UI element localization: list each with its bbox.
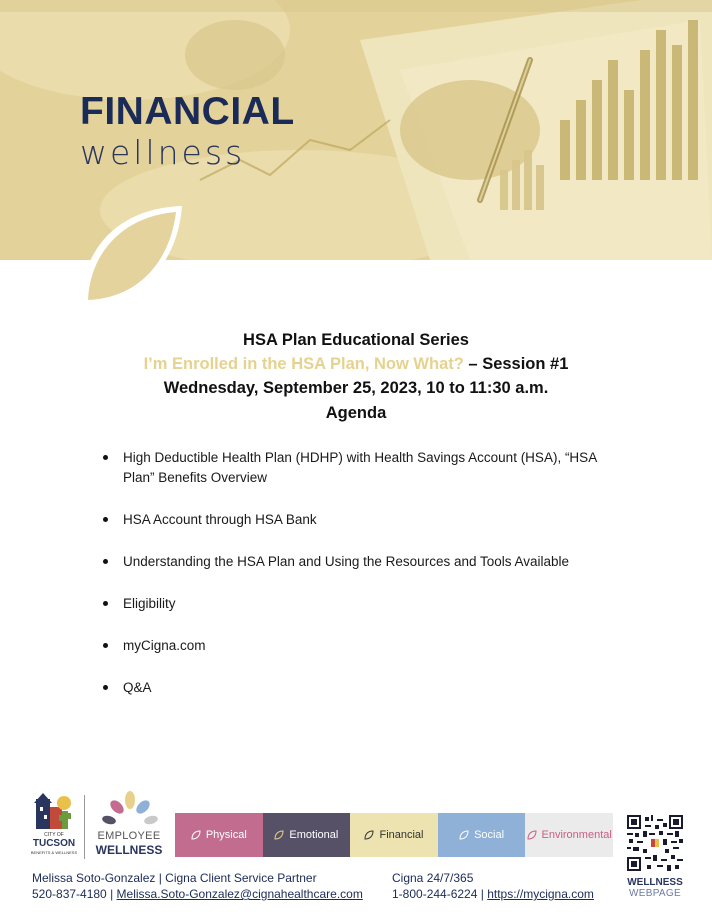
contact-cigna-partner [32, 870, 363, 902]
financial-wellness-logo [80, 92, 295, 172]
qr-caption-wellness: WELLNESS [627, 877, 683, 888]
pillar-label: Physical [205, 829, 247, 841]
pillar-emotional [263, 813, 351, 857]
pillar-financial [350, 813, 438, 857]
session-question: I’m Enrolled in the HSA Plan, Now What? [143, 355, 464, 373]
benefits-wellness-label: BENEFITS & WELLNESS [30, 850, 78, 855]
qr-code-icon[interactable] [627, 815, 683, 871]
qr-caption-webpage: WEBPAGE [629, 888, 681, 899]
agenda-item: myCigna.com [103, 636, 623, 656]
contact-cigna-support [392, 870, 594, 902]
agenda-item: High Deductible Health Plan (HDHP) with Health Savings Account (HSA), “HSA Plan” Benefits Overview [103, 448, 623, 488]
agenda-item: HSA Account through HSA Bank [103, 510, 623, 530]
pillar-environmental [525, 813, 613, 857]
pillar-label: Environmental [541, 829, 612, 841]
series-title: HSA Plan Educational Series [243, 331, 469, 349]
event-title-block [0, 328, 712, 426]
tucson-label: TUCSON [32, 838, 76, 849]
employee-label: EMPLOYEE [97, 830, 161, 842]
wellness-label: WELLNESS [95, 843, 163, 857]
pillar-label: Emotional [289, 829, 339, 841]
leaf-icon [191, 830, 201, 840]
agenda-item: Eligibility [103, 594, 623, 614]
contact-phone-email-line [32, 886, 363, 902]
leaf-icon [274, 830, 284, 840]
agenda-item: Understanding the HSA Plan and Using the Resources and Tools Available [103, 552, 623, 572]
pillar-social [438, 813, 526, 857]
mycigna-link[interactable]: https://mycigna.com [487, 887, 594, 901]
pillar-label: Social [474, 829, 505, 841]
session-line [0, 352, 712, 376]
pillar-physical [175, 813, 263, 857]
contact-phone: 520-837-4180 [32, 887, 107, 901]
city-of-label: CITY OF [44, 832, 64, 838]
agenda-item: Q&A [103, 678, 623, 698]
pillar-label: Financial [379, 829, 424, 841]
footer-divider [84, 795, 85, 859]
leaf-icon [78, 200, 188, 310]
contact-email-link[interactable]: Melissa.Soto-Gonzalez@cignahealthcare.com [116, 887, 363, 901]
leaf-icon [364, 830, 374, 840]
employee-wellness-flower-icon [100, 790, 160, 828]
agenda-heading: Agenda [325, 404, 387, 422]
wellness-pillars [175, 813, 613, 857]
cigna-separator: | [477, 887, 488, 901]
leaf-icon [527, 830, 537, 840]
cigna-phone-url-line [392, 886, 594, 902]
brand-title-bold: FINANCIAL [80, 90, 295, 133]
leaf-icon [459, 830, 469, 840]
contact-name-title: Melissa Soto-Gonzalez | Cigna Client Service Partner [32, 871, 317, 885]
cigna-hours: Cigna 24/7/365 [392, 871, 474, 885]
session-number: – Session #1 [463, 355, 569, 373]
event-date: Wednesday, September 25, 2023, 10 to 11:30 a.m. [163, 379, 549, 397]
agenda-list [103, 448, 623, 720]
contact-separator: | [106, 887, 117, 901]
brand-title-light: wellness [80, 133, 246, 172]
cigna-phone: 1-800-244-6224 [392, 887, 478, 901]
